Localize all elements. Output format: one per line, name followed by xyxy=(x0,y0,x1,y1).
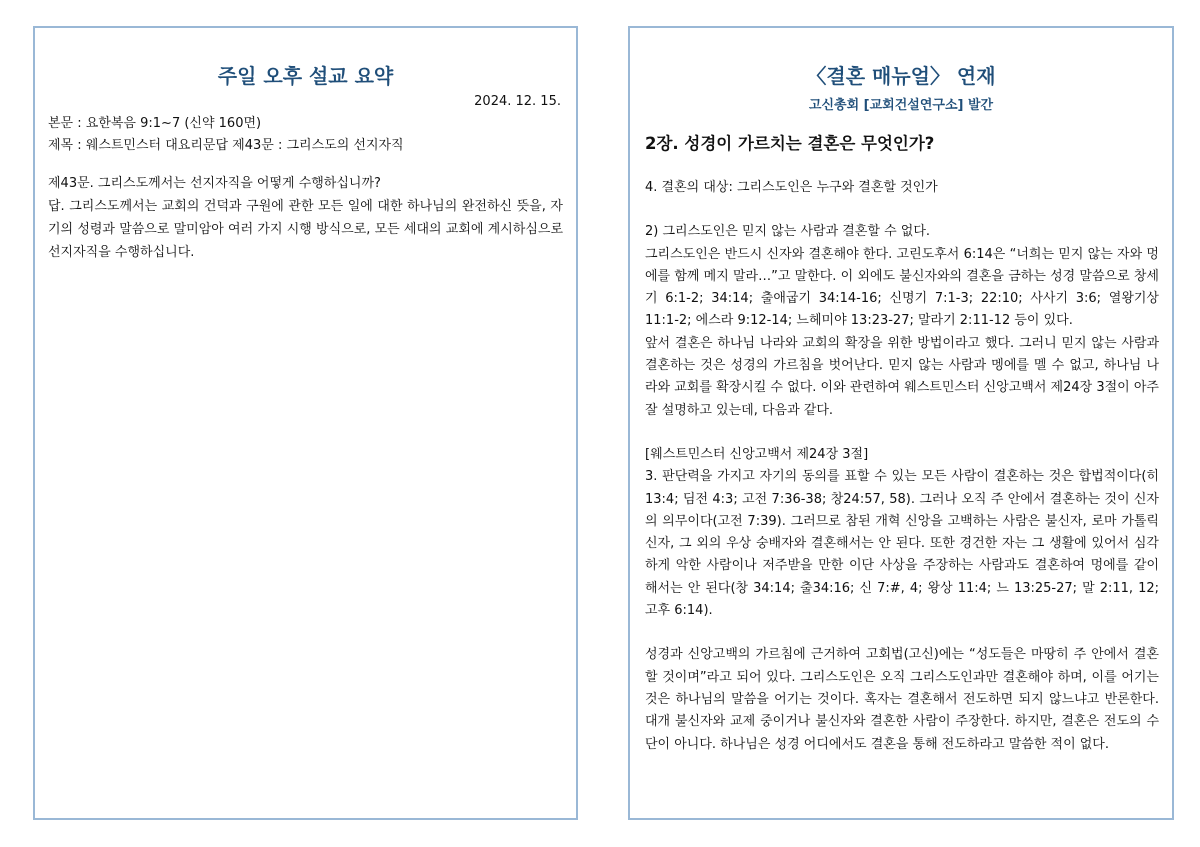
paragraph-2: 앞서 결혼은 하나님 나라와 교회의 확장을 위한 방법이라고 했다. 그러니 믿지 않는 사람과 결혼하는 것은 성경의 가르침을 벗어난다. 믿지 않는 사람과 멩에를 멜 수 없고, 하나님 나라와 교회를 확장시킬 수 없다. 이와 관련하여 웨스트민스터 신앙고백서 제24장 3절이 아주 잘 설명하고 있는데, 다음과 같다. xyxy=(645,335,1159,418)
article-body xyxy=(645,177,1159,756)
sermon-subject: 제목 : 웨스트민스터 대요리문답 제43문 : 그리스도의 선지자직 xyxy=(48,138,404,153)
series-title: 〈결혼 매뉴얼〉 연재 xyxy=(806,64,996,88)
catechism-question: 제43문. 그리스도께서는 선지자직을 어떻게 수행하십니까? xyxy=(48,176,381,191)
left-page-panel xyxy=(33,26,578,820)
subsection-heading: 2) 그리스도인은 믿지 않는 사람과 결혼할 수 없다. xyxy=(645,224,931,240)
sermon-summary-title: 주일 오후 설교 요약 xyxy=(217,64,394,88)
confession-quote: 3. 판단력을 가지고 자기의 동의를 표할 수 있는 모든 사람이 결혼하는 것은 합법적이다(히 13:4; 딤전 4:3; 고전 7:36-38; 창24:57, 58). 그러나 오직 주 안에서 결혼하는 것이 신자의 의무이다(고전 7:39). 그러므로 참된 개혁 신앙을 고백하는 사람은 불신자, 로마 가톨릭 신자, 그 외의 우상 숭배자와 결혼해서는 안 된다. 또한 경건한 자는 그 생활에 있어서 심각하게 악한 사람이나 저주받을 만한 이단 사상을 주장하는 사람과도 결혼하여 멍에를 같이 해서는 안 된다(창 34:14; 출34:16; 신 7:#, 4; 왕상 11:4; 느 13:25-27; 말 2:11, 12; 고후 6:14). xyxy=(645,469,1159,619)
catechism-answer: 답. 그리스도께서는 교회의 건덕과 구원에 관한 모든 일에 대한 하나님의 완전하신 뜻을, 자기의 성령과 말씀으로 말미암아 여러 가지 시행 방식으로, 모든 세대의 교회에 계시하심으로 선지자직을 수행하십니다. xyxy=(48,199,563,260)
quote-title: [웨스트민스터 신앙고백서 제24장 3절] xyxy=(645,446,869,462)
right-page-panel xyxy=(628,26,1174,820)
paragraph-1: 그리스도인은 반드시 신자와 결혼해야 한다. 고린도후서 6:14은 “너희는 믿지 않는 자와 멍에를 함께 메지 말라…”고 말한다. 이 외에도 불신자와의 결혼을 금하는 성경 말씀으로 창세기 6:1-2; 34:14; 출애굽기 34:14-16; 신명기 7:1-3; 22:10; 사사기 3:6; 열왕기상 11:1-2; 에스라 9:12-14; 느헤미야 13:23-27; 말라기 2:11-12 등이 있다. xyxy=(645,246,1159,329)
chapter-heading: 2장. 성경이 가르치는 결혼은 무엇인가? xyxy=(645,134,935,153)
series-publisher: 고신총회 [교회건설연구소] 발간 xyxy=(808,98,994,113)
section-heading: 4. 결혼의 대상: 그리스도인은 누구와 결혼할 것인가 xyxy=(645,180,938,195)
scripture-reference: 본문 : 요한복음 9:1~7 (신약 160면) xyxy=(48,116,262,131)
sermon-date: 2024. 12. 15. xyxy=(474,94,561,109)
catechism-text xyxy=(48,172,563,264)
paragraph-3: 성경과 신앙고백의 가르침에 근거하여 고회법(고신)에는 “성도들은 마땅히 주 안에서 결혼할 것이며”라고 되어 있다. 그리스도인은 오직 그리스도인과만 결혼해야 하며, 이를 어기는 것은 하나님의 말씀을 어기는 것이다. 혹자는 결혼해서 전도하면 되지 않느냐고 반론한다. 대개 불신자와 교제 중이거나 불신자와 결혼한 사람이 주장한다. 하지만, 결혼은 전도의 수단이 아니다. 하나님은 성경 어디에서도 결혼을 통해 전도하라고 말씀한 적이 없다. xyxy=(645,647,1159,752)
